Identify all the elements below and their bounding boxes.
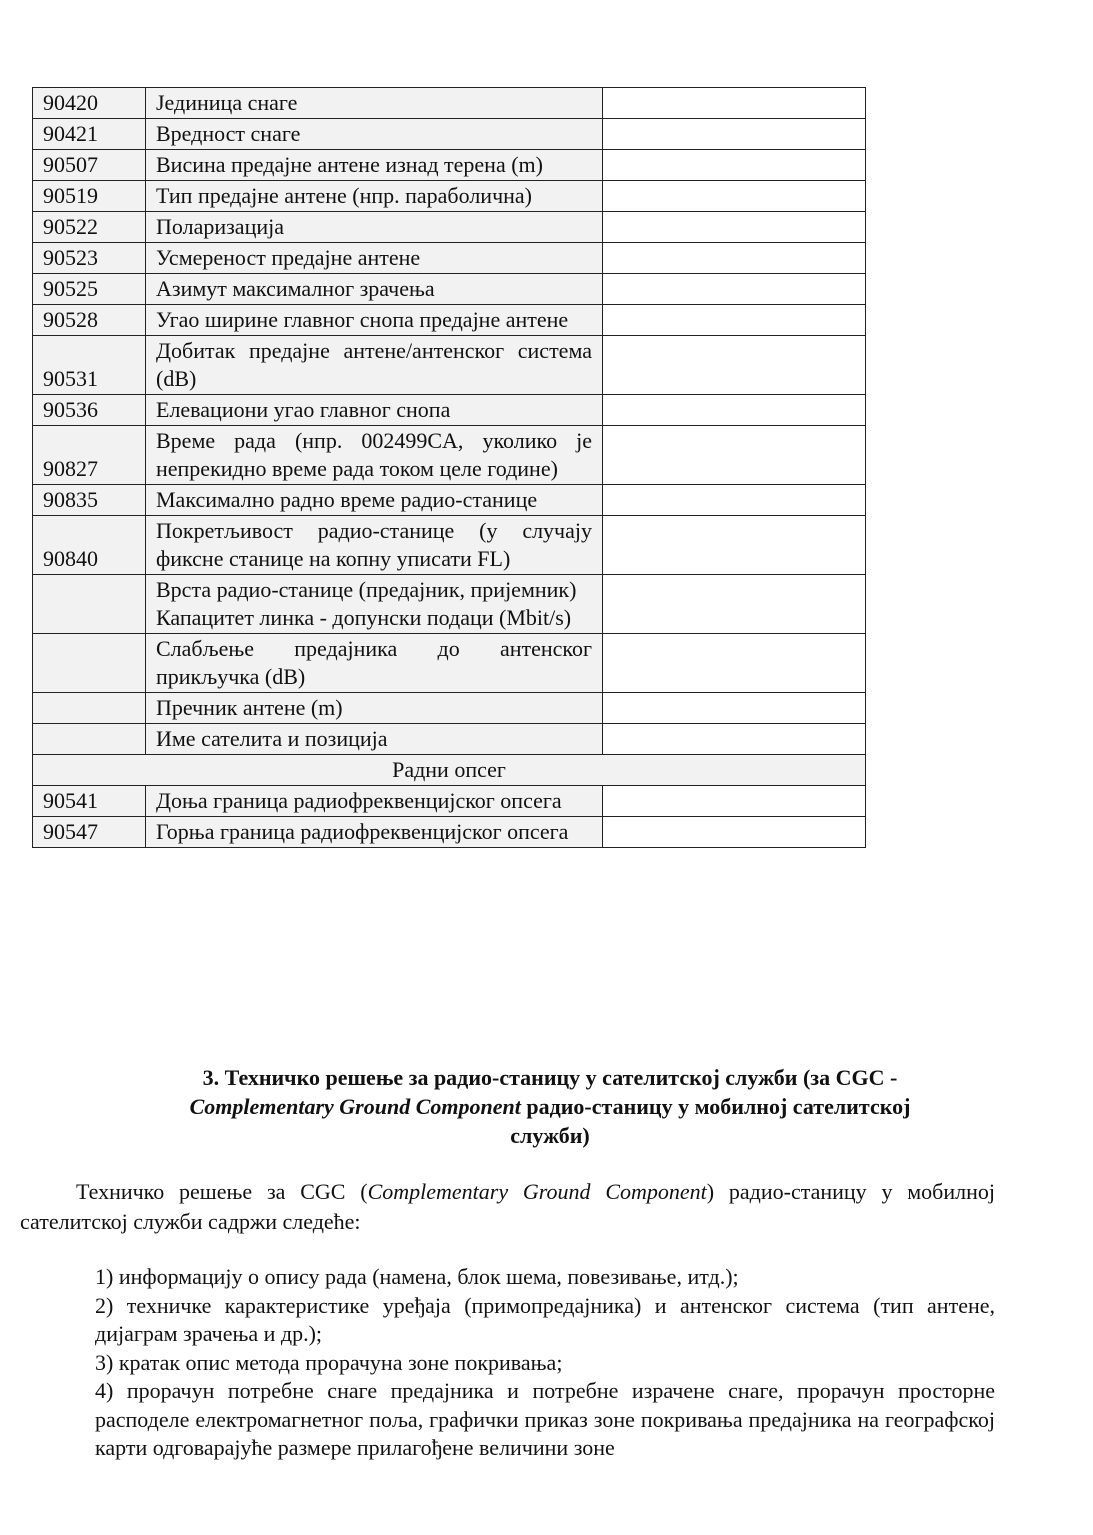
field-label-text: Јединица снаге	[156, 90, 298, 115]
field-label	[146, 634, 603, 693]
list-item: 4) прорачун потребне снаге предајника и потребне израчене снаге, прорачун просторне расподеле електромагнетног поља, графички приказ зоне покривања предајника на географској карти одговарајуће размере прилагођене величини зоне	[95, 1378, 995, 1460]
field-label	[146, 817, 603, 848]
field-value-cell[interactable]	[603, 485, 866, 516]
field-value-cell[interactable]	[603, 786, 866, 817]
table-row	[33, 336, 866, 395]
table-row	[33, 426, 866, 485]
field-code: 90547	[33, 817, 146, 848]
field-label-text: Азимут максималног зрачења	[156, 276, 435, 301]
table-row	[33, 575, 866, 634]
field-label-text: Време рада (нпр. 002499CA, уколико је непрекидно време рада током целе године)	[156, 428, 592, 481]
heading-line-2	[120, 1092, 980, 1121]
table-row	[33, 724, 866, 755]
list-item: 2) техничке карактеристике уређаја (примопредајника) и антенског система (тип антене, дијаграм зрачења и др.);	[95, 1292, 995, 1346]
heading-line-1: 3. Техничко решење за радио-станицу у сателитској служби (за CGC -	[202, 1065, 898, 1090]
field-label-text: Висина предајне антене изнад терена (m)	[156, 152, 543, 177]
requirements-list	[95, 1263, 995, 1463]
table-row	[33, 181, 866, 212]
heading-line-2-rest: радио-станицу у мобилној сателитској	[520, 1094, 911, 1119]
field-code	[33, 575, 146, 634]
table-row	[33, 119, 866, 150]
heading-italic: Complementary Ground Component	[189, 1094, 521, 1119]
field-label	[146, 274, 603, 305]
table-row	[33, 693, 866, 724]
table-row	[33, 274, 866, 305]
field-code: 90519	[33, 181, 146, 212]
field-label-text: Усмереност предајне антене	[156, 245, 421, 270]
field-code: 90536	[33, 395, 146, 426]
field-value-cell[interactable]	[603, 88, 866, 119]
section-row	[33, 755, 866, 786]
intro-paragraph	[20, 1177, 995, 1237]
table-row	[33, 212, 866, 243]
field-code: 90528	[33, 305, 146, 336]
field-code	[33, 693, 146, 724]
field-code: 90835	[33, 485, 146, 516]
table-row	[33, 817, 866, 848]
table-row	[33, 634, 866, 693]
field-label	[146, 395, 603, 426]
table-row	[33, 485, 866, 516]
field-value-cell[interactable]	[603, 181, 866, 212]
field-label-text: Максимално радно време радио-станице	[156, 487, 538, 512]
field-label	[146, 485, 603, 516]
field-label	[146, 336, 603, 395]
intro-after: ) радио-станицу у мобилној сателитској служби садржи следеће:	[20, 1179, 995, 1234]
field-value-cell[interactable]	[603, 516, 866, 575]
field-value-cell[interactable]	[603, 634, 866, 693]
field-code: 90522	[33, 212, 146, 243]
field-code: 90840	[33, 516, 146, 575]
field-label-text: Име сателита и позиција	[156, 726, 388, 751]
field-label-text: Пречник антене (m)	[156, 695, 343, 720]
table-row	[33, 516, 866, 575]
field-code: 90523	[33, 243, 146, 274]
field-value-cell[interactable]	[603, 426, 866, 485]
field-code: 90827	[33, 426, 146, 485]
field-value-cell[interactable]	[603, 693, 866, 724]
field-value-cell[interactable]	[603, 817, 866, 848]
field-label	[146, 575, 603, 634]
field-value-cell[interactable]	[603, 305, 866, 336]
technical-data-table	[32, 87, 866, 848]
field-label-text: Угао ширине главног снопа предајне антене	[156, 307, 569, 332]
field-label-text: Горња граница радиофреквенцијског опсега	[156, 819, 569, 844]
field-label-text: Слабљење предајника до антенског прикључка (dB)	[156, 636, 592, 689]
section-heading	[120, 1063, 980, 1150]
table-row	[33, 305, 866, 336]
field-label-text: Вредност снаге	[156, 121, 301, 146]
table-row	[33, 395, 866, 426]
table-row	[33, 88, 866, 119]
table-row	[33, 150, 866, 181]
table-row	[33, 243, 866, 274]
list-item: 1) информацију о опису рада (намена, блок шема, повезивање, итд.);	[95, 1264, 739, 1289]
field-label	[146, 516, 603, 575]
field-value-cell[interactable]	[603, 150, 866, 181]
field-value-cell[interactable]	[603, 274, 866, 305]
field-value-cell[interactable]	[603, 243, 866, 274]
list-item: 3) кратак опис метода прорачуна зоне покривања;	[95, 1349, 563, 1375]
field-code: 90420	[33, 88, 146, 119]
field-label	[146, 212, 603, 243]
table-row	[33, 786, 866, 817]
field-value-cell[interactable]	[603, 336, 866, 395]
field-label-text: Тип предајне антене (нпр. параболична)	[156, 183, 533, 208]
intro-before: Техничко решење за CGC (	[76, 1179, 368, 1204]
field-value-cell[interactable]	[603, 724, 866, 755]
field-label-text: Поларизација	[156, 214, 284, 239]
field-label	[146, 150, 603, 181]
field-value-cell[interactable]	[603, 212, 866, 243]
field-label	[146, 693, 603, 724]
field-label-text: Елевациони угао главног снопа	[156, 397, 451, 422]
heading-line-3: служби)	[510, 1123, 590, 1148]
field-label	[146, 88, 603, 119]
intro-italic: Complementary Ground Component	[367, 1179, 707, 1204]
field-code: 90531	[33, 336, 146, 395]
field-label	[146, 243, 603, 274]
field-label	[146, 724, 603, 755]
field-label-text: Добитак предајне антене/антенског система (dB)	[156, 338, 592, 391]
field-label	[146, 119, 603, 150]
field-code: 90541	[33, 786, 146, 817]
field-label	[146, 181, 603, 212]
field-label	[146, 305, 603, 336]
field-code: 90507	[33, 150, 146, 181]
field-value-cell[interactable]	[603, 575, 866, 634]
field-code: 90421	[33, 119, 146, 150]
field-label-text: Врста радио-станице (предајник, пријемник)	[156, 577, 577, 602]
field-code: 90525	[33, 274, 146, 305]
field-label	[146, 426, 603, 485]
field-code	[33, 634, 146, 693]
field-label	[146, 786, 603, 817]
field-value-cell[interactable]	[603, 395, 866, 426]
field-label-text: Капацитет линка - допунски подаци (Mbit/s)	[156, 605, 572, 630]
section-title: Радни опсег	[33, 755, 866, 786]
field-label-text: Доња граница радиофреквенцијског опсега	[156, 788, 562, 813]
field-value-cell[interactable]	[603, 119, 866, 150]
field-code	[33, 724, 146, 755]
field-label-text: Покретљивост радио-станице (у случају фиксне станице на копну уписати FL)	[156, 518, 592, 571]
